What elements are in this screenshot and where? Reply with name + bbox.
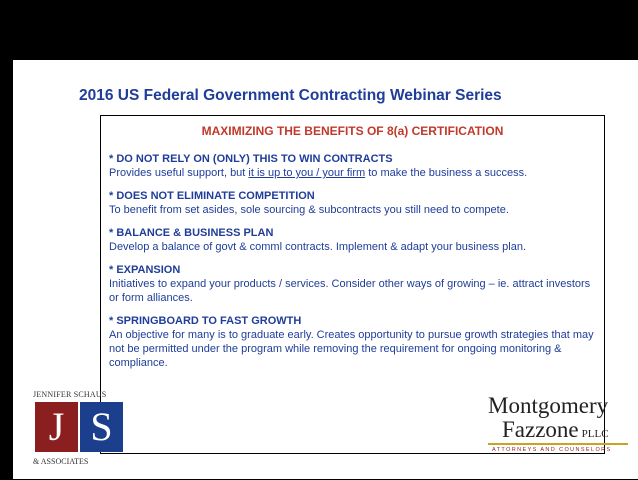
logo-suffix: PLLC xyxy=(581,428,609,440)
point-body-text: to make the business a success. xyxy=(365,167,528,179)
point-body xyxy=(109,166,596,180)
point-expansion xyxy=(109,263,596,305)
logo-name-line1: Montgomery xyxy=(488,393,609,418)
top-black-band xyxy=(0,0,638,60)
logo-top-text: JENNIFER SCHAUS xyxy=(33,390,107,399)
logo-divider xyxy=(488,443,628,445)
point-head: * EXPANSION xyxy=(109,264,181,276)
slide xyxy=(13,60,638,479)
point-balance xyxy=(109,226,596,254)
point-head: * BALANCE & BUSINESS PLAN xyxy=(109,227,274,239)
point-body-text: Provides useful support, but xyxy=(109,167,249,179)
logo-name-line2 xyxy=(502,417,609,443)
jennifer-schaus-logo xyxy=(33,390,143,480)
point-body: Develop a balance of govt & comml contracts. Implement & adapt your business plan. xyxy=(109,241,526,253)
montgomery-fazzone-logo xyxy=(488,393,633,463)
logo-name-fazzone: Fazzone xyxy=(502,417,579,442)
logo-letter-s: S xyxy=(80,402,123,452)
logo-tagline: ATTORNEYS AND COUNSELORS xyxy=(492,447,612,453)
point-competition xyxy=(109,189,596,217)
point-head: * DO NOT RELY ON (ONLY) THIS TO WIN CONTRACTS xyxy=(109,153,393,165)
box-heading: MAXIMIZING THE BENEFITS OF 8(a) CERTIFICATION xyxy=(201,124,504,138)
point-springboard xyxy=(109,314,596,370)
point-rely xyxy=(109,152,596,180)
logo-bottom-text: & ASSOCIATES xyxy=(33,457,89,466)
point-body: To benefit from set asides, sole sourcing & subcontracts you still need to compete. xyxy=(109,204,509,216)
point-head: * DOES NOT ELIMINATE COMPETITION xyxy=(109,190,315,202)
point-body-underlined: it is up to you / your firm xyxy=(248,167,366,179)
series-title: 2016 US Federal Government Contracting Webinar Series xyxy=(79,87,502,104)
point-body: Initiatives to expand your products / services. Consider other ways of growing – ie. attract investors or form alliances. xyxy=(109,278,591,304)
point-body: An objective for many is to graduate early. Creates opportunity to pursue growth strategies that may not be permitted under the program while removing the requirement for ongoing monitoring & compliance. xyxy=(109,329,594,369)
logo-letter-j: J xyxy=(35,402,78,452)
point-head: * SPRINGBOARD TO FAST GROWTH xyxy=(109,315,302,327)
